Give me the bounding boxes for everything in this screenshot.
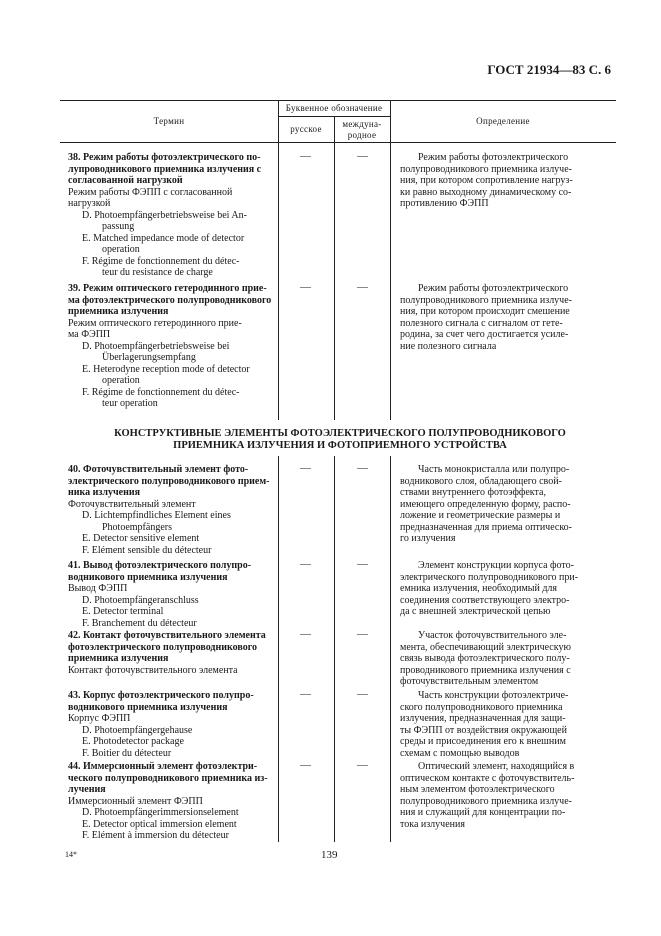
definition-44-line: полупроводникового приемника излуче- [400,795,572,807]
term-40-title-2: электрического полупроводникового прием- [68,475,270,487]
term-41-line: D. Photoempfängeranschluss [82,594,199,606]
definition-39-line: ние полезного сигнала [400,340,497,352]
column-divider-1-lower [278,456,279,842]
term-40-line: Фоточувствительный элемент [68,498,196,510]
definition-38-line: Режим работы фотоэлектрического [418,152,569,163]
term-38-line: passung [102,221,135,232]
dash-intl-40: — [357,462,368,474]
term-42-title-2: фотоэлектрического полупроводникового [68,641,258,653]
definition-42-line: фоточувствительным элементом [400,676,539,687]
definition-39-line: родина, за счет чего достигается усиле- [400,329,569,340]
definition-40-line: ложение и геометрические размеры и [400,510,561,521]
definition-39-line: полупроводникового приемника излуче- [400,294,572,306]
term-42-title-3: приемника излучения [68,653,169,664]
definition-43-line: ского полупроводникового приемника [400,701,563,713]
dash-ru-41: — [300,558,311,570]
definition-41-line: электрического полупроводникового при- [400,571,579,583]
term-39-title-1: 39. Режим оптического гетеродинного прие- [68,283,267,294]
term-40-title-3: ника излучения [68,487,141,498]
column-divider-2 [334,116,335,420]
definition-40 [400,464,606,545]
definition-44-line: Оптический элемент, находящийся в [418,761,575,772]
column-divider-3 [390,100,391,420]
table-header-bottom-rule [60,142,616,143]
dash-ru-39: — [300,281,311,293]
term-40-line: F. Elément sensible du détecteur [82,544,212,556]
definition-40-line: Часть монокристалла или полупро- [418,464,570,475]
column-divider-3-lower [390,456,391,842]
term-43-title-1: 43. Корпус фотоэлектрического полупро- [68,690,254,701]
term-41-line: F. Branchement du détecteur [82,617,197,629]
term-41-title-1: 41. Вывод фотоэлектрического полупро- [68,560,252,571]
term-39-title-2: ма фотоэлектрического полупроводникового [68,294,272,306]
header-term: Термин [153,116,185,126]
definition-44-line: оптическом контакте с фоточувствитель- [400,772,575,784]
term-38-title-3: согласованной нагрузкой [68,175,183,186]
definition-38-line: противлению ФЭПП [400,198,489,209]
term-39-line: operation [102,375,140,386]
term-39-title-3: приемника излучения [68,306,169,317]
dash-intl-41: — [357,558,368,570]
dash-ru-40: — [300,462,311,474]
definition-38-line: ки равно выходному динамическому со- [400,186,572,198]
term-41 [68,560,274,629]
definition-42-line: Участок фоточувствительного эле- [418,630,567,641]
dash-intl-39: — [357,281,368,293]
term-38-line: нагрузкой [68,198,111,209]
definition-38-line: ния, при котором сопротивление нагруз- [400,175,573,186]
term-40-title-1: 40. Фоточувствительный элемент фото- [68,464,249,475]
definition-43-line: среды и присоединения его к внешним [400,736,566,747]
definition-41-line: емника излучения, необходимый для [400,583,558,594]
definition-39 [400,283,606,352]
term-41-title-2: водникового приемника излучения [68,571,228,583]
definition-42-line: проводникового приемника излучения с [400,664,571,676]
section-heading [60,428,620,452]
term-44-title-1: 44. Иммерсионный элемент фотоэлектри- [68,761,258,772]
term-43-line: Корпус ФЭПП [68,713,131,724]
header-letter-designation: Буквенное обозначение [285,103,383,113]
term-43-title-2: водникового приемника излучения [68,701,228,713]
term-44-title-2: ческого полупроводникового приемника из- [68,772,268,784]
term-38-line: teur du resistance de charge [102,267,213,278]
term-44-line: D. Photoempfängerimmersionselement [82,807,239,818]
definition-41-line: соединения соответствующего электро- [400,594,570,606]
term-38-line: Режим работы ФЭПП с согласованной [68,186,233,198]
section-heading-line-2: ПРИЕМНИКА ИЗЛУЧЕНИЯ И ФОТОПРИЕМНОГО УСТРОЙСТВА [173,440,507,451]
definition-43 [400,690,606,759]
definition-41-line: Элемент конструкции корпуса фото- [418,560,574,571]
term-42-title-1: 42. Контакт фоточувствительного элемента [68,630,266,641]
term-38-line: F. Régime de fonctionnement du détec- [82,255,240,267]
term-43 [68,690,274,759]
term-38-line: operation [102,244,140,255]
term-43-line: E. Photodetector package [82,736,184,747]
definition-43-line: схемам с помощью выводов [400,747,520,759]
dash-intl-42: — [357,628,368,640]
definition-42-line: связь вывода фотоэлектрического полу- [400,653,570,664]
term-39-line: Режим оптического гетеродинного прие- [68,317,242,329]
header-international-1: междуна- [342,119,382,129]
definition-38 [400,152,606,210]
page-header: ГОСТ 21934—83 С. 6 [487,62,611,77]
definition-44-line: тока излучения [400,818,465,830]
term-38-line: E. Matched impedance mode of detector [82,232,245,244]
definition-40-line: имеющего определенную форму, распо- [400,498,571,510]
column-divider-2-lower [334,456,335,842]
definition-42 [400,630,606,688]
term-39-line: teur operation [102,398,158,409]
definition-42-line: мента, обеспечивающий электрическую [400,641,571,653]
definition-43-line: излучения, предназначенная для защи- [400,713,566,724]
term-40-line: D. Lichtempfindliches Element eines [82,510,231,521]
definition-41-line: да с внешней электрической цепью [400,606,551,617]
term-42 [68,630,274,676]
term-39-line: Überlagerungsempfang [102,352,196,363]
term-42-line: Контакт фоточувствительного элемента [68,664,238,676]
definition-44 [400,761,606,830]
term-43-line: F. Boitier du détecteur [82,747,172,759]
dash-ru-38: — [300,150,311,162]
definition-44-line: ным элементом фотоэлектрического [400,784,555,795]
page-number: 139 [321,849,338,861]
dash-intl-43: — [357,688,368,700]
term-38-title-2: лупроводникового приемника излучения с [68,163,262,175]
term-44-title-3: лучения [68,784,106,795]
term-44-line: F. Elément à immersion du détecteur [82,830,229,841]
table-top-rule [60,100,616,101]
term-39-line: F. Régime de fonctionnement du détec- [82,386,240,398]
term-44 [68,761,274,842]
definition-44-line: ния и служащий для концентрации по- [400,807,566,818]
term-43-line: D. Photoempfängergehause [82,724,193,736]
definition-40-line: водникового слоя, обладающего свой- [400,475,562,487]
term-39-line: ма ФЭПП [68,329,111,340]
header-definition: Определение [476,116,530,126]
definition-41 [400,560,606,618]
header-russian: русское [290,124,322,134]
term-38-line: D. Photoempfängerbetriebsweise bei An- [82,209,247,221]
dash-ru-42: — [300,628,311,640]
definition-39-line: ния, при котором происходит смешение [400,306,570,317]
dash-ru-44: — [300,759,311,771]
definition-39-line: Режим работы фотоэлектрического [418,283,569,294]
section-heading-line-1: КОНСТРУКТИВНЫЕ ЭЛЕМЕНТЫ ФОТОЭЛЕКТРИЧЕСКОГО ПОЛУПРОВОДНИКОВОГО [114,428,566,439]
definition-39-line: полезного сигнала с сигналом от гете- [400,317,563,329]
definition-40-line: предназначенная для приема оптическо- [400,521,573,533]
term-39 [68,283,274,410]
term-44-line: Иммерсионный элемент ФЭПП [68,795,203,807]
header-international-2: родное [347,130,377,140]
definition-40-line: ствами внутреннего фотоэффекта, [400,487,546,498]
term-39-line: E. Heterodyne reception mode of detector [82,363,250,375]
definition-38-line: полупроводникового приемника излуче- [400,163,572,175]
dash-intl-38: — [357,150,368,162]
dash-ru-43: — [300,688,311,700]
dash-intl-44: — [357,759,368,771]
term-38 [68,152,274,279]
term-44-line: E. Detector optical immersion element [82,818,237,830]
term-39-line: D. Photoempfängerbetriebsweise bei [82,340,230,352]
term-41-line: E. Detector terminal [82,606,164,617]
column-divider-1 [278,100,279,420]
definition-40-line: го излучения [400,533,456,544]
term-40-line: E. Detector sensitive element [82,533,200,544]
footer-signature-mark: 14* [65,850,77,859]
term-40-line: Photoempfängers [102,521,172,533]
term-38-title-1: 38. Режим работы фотоэлектрического по- [68,152,261,163]
definition-43-line: ты ФЭПП от воздействия окружающей [400,724,567,736]
term-41-line: Вывод ФЭПП [68,583,128,594]
term-40 [68,464,274,556]
definition-43-line: Часть конструкции фотоэлектриче- [418,690,569,701]
